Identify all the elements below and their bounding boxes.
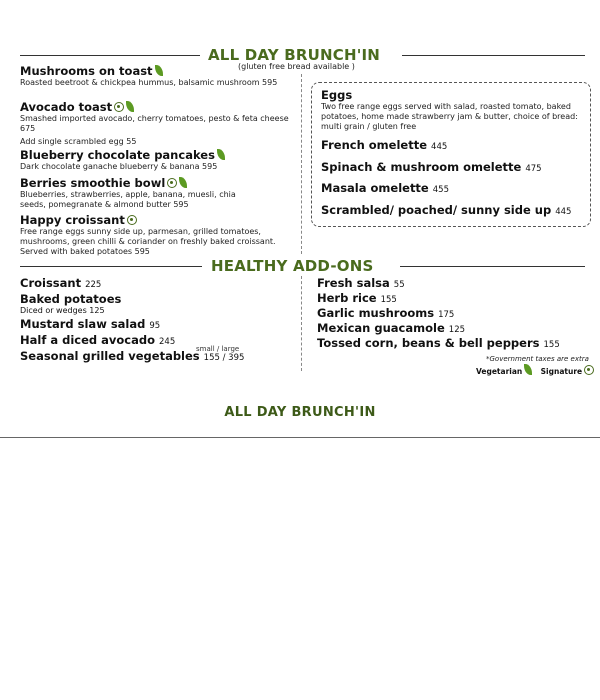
- addon-price: 155 / 395: [203, 353, 245, 363]
- vegetarian-leaf-icon: [217, 149, 225, 160]
- egg-item-scrambled: [321, 201, 581, 223]
- vegetarian-legend-label: Vegetarian: [476, 367, 523, 376]
- item-description: Blueberries, strawberries, apple, banana, muesli, chia seeds, pomegranate & almond butter 595: [20, 190, 236, 209]
- addon-tossed-corn: [317, 336, 560, 352]
- egg-item-spinach-omelette: [321, 158, 581, 180]
- addon-name: Mustard slaw salad: [20, 317, 146, 331]
- menu-item-avocado-toast: [20, 100, 295, 147]
- icon-legend: [476, 364, 594, 376]
- vegetarian-leaf-icon: [524, 364, 532, 375]
- addon-sub-option: Diced or wedges 125: [20, 306, 105, 315]
- brunch-title: ALL DAY BRUNCH'IN: [208, 46, 381, 64]
- page-bottom-rule: [0, 437, 600, 438]
- addon-diced-avocado: [20, 333, 175, 349]
- footer-title: ALL DAY BRUNCH'IN: [224, 405, 376, 420]
- addon-price: 125: [448, 325, 466, 335]
- header-rule-right: [402, 55, 585, 56]
- signature-icon: [114, 102, 124, 112]
- menu-item-happy-croissant: [20, 213, 295, 257]
- egg-item-name: Scrambled/ poached/ sunny side up: [321, 202, 552, 217]
- signature-icon: [167, 178, 177, 188]
- eggs-description: Two free range eggs served with salad, roasted tomato, baked potatoes, home made strawberry jam & butter, choice of bread: multi grain / gluten free: [321, 102, 578, 131]
- addon-price: 225: [85, 280, 102, 290]
- addon-name: Fresh salsa: [317, 276, 390, 290]
- eggs-title: Eggs: [321, 88, 353, 102]
- vegetarian-leaf-icon: [126, 101, 134, 112]
- egg-item-price: 475: [525, 163, 542, 174]
- addon-name: Tossed corn, beans & bell peppers: [317, 336, 540, 350]
- egg-item-price: 455: [432, 185, 449, 195]
- size-options-label: small / large: [196, 345, 240, 353]
- egg-item-name: French omelette: [321, 138, 428, 152]
- addon-name: Baked potatoes: [20, 292, 122, 306]
- item-name: Avocado toast: [20, 100, 113, 114]
- addon-name: Mexican guacamole: [317, 321, 445, 335]
- addon-fresh-salsa: [317, 276, 405, 292]
- item-name: Blueberry chocolate pancakes: [20, 148, 215, 162]
- addon-price: 55: [393, 280, 405, 290]
- egg-item-masala-omelette: [321, 179, 581, 201]
- addon-price: 155: [380, 295, 397, 305]
- addon-name: Garlic mushrooms: [317, 306, 435, 320]
- item-name: Happy croissant: [20, 213, 125, 227]
- item-addon-note: Add single scrambled egg 55: [20, 137, 137, 146]
- vegetarian-leaf-icon: [179, 177, 187, 188]
- addon-name: Herb rice: [317, 291, 377, 305]
- addon-baked-potatoes: [20, 292, 121, 316]
- addon-price: 175: [438, 310, 455, 320]
- menu-item-berries-smoothie-bowl: [20, 176, 295, 210]
- addon-croissant: [20, 276, 101, 292]
- signature-legend-label: Signature: [540, 367, 583, 376]
- menu-item-mushrooms-on-toast: [20, 64, 295, 88]
- menu-item-blueberry-pancakes: [20, 148, 295, 172]
- taxes-note: *Government taxes are extra: [486, 355, 589, 363]
- addon-name: Half a diced avocado: [20, 333, 155, 347]
- item-description: Smashed imported avocado, cherry tomatoes, pesto & feta cheese 675: [20, 114, 289, 133]
- header-rule-right: [400, 266, 585, 267]
- addon-mexican-guacamole: [317, 321, 465, 337]
- eggs-box: [311, 82, 591, 227]
- vegetarian-leaf-icon: [155, 65, 163, 76]
- addons-header: [20, 257, 585, 277]
- addon-price: 155: [543, 340, 560, 350]
- item-name: Berries smoothie bowl: [20, 176, 166, 190]
- addon-name: Seasonal grilled vegetables: [20, 349, 200, 363]
- egg-item-name: Spinach & mushroom omelette: [321, 159, 522, 174]
- item-name: Mushrooms on toast: [20, 64, 153, 78]
- addon-price: 245: [159, 337, 176, 347]
- column-divider-bottom: [301, 276, 302, 371]
- egg-item-price: 445: [431, 142, 448, 152]
- addon-name: Croissant: [20, 276, 82, 290]
- item-description: Free range eggs sunny side up, parmesan, grilled tomatoes, mushrooms, green chilli & coriander on freshly baked croissant. Served with baked potatoes 595: [20, 227, 276, 256]
- addon-price: 95: [149, 321, 161, 331]
- signature-icon: [127, 215, 137, 225]
- addons-title: HEALTHY ADD-ONS: [211, 257, 374, 275]
- egg-item-name: Masala omelette: [321, 181, 429, 195]
- signature-icon: [584, 365, 594, 375]
- item-description: Roasted beetroot & chickpea hummus, balsamic mushroom 595: [20, 78, 278, 87]
- addon-garlic-mushrooms: [317, 306, 454, 322]
- egg-item-price: 445: [555, 206, 572, 217]
- addon-herb-rice: [317, 291, 397, 307]
- gluten-free-note: (gluten free bread available ): [238, 62, 355, 71]
- column-divider-top: [301, 74, 302, 254]
- header-rule-left: [20, 55, 200, 56]
- addon-mustard-slaw: [20, 317, 160, 333]
- egg-item-french-omelette: [321, 136, 581, 158]
- item-description: Dark chocolate ganache blueberry & banana 595: [20, 162, 218, 171]
- header-rule-left: [20, 266, 202, 267]
